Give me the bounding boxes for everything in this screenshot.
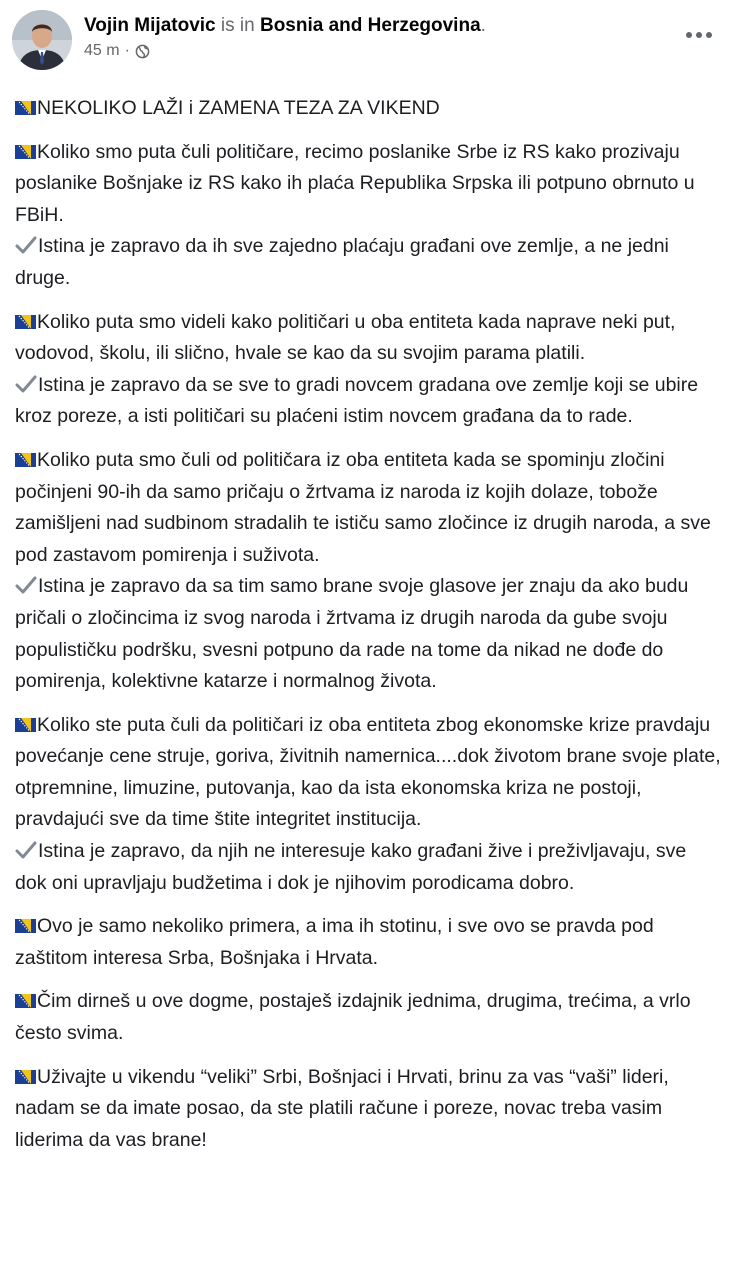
- paragraph-6-text: Čim dirneš u ove dogme, postaješ izdajnik jednima, drugima, trećima, a vrlo često svima.: [15, 990, 691, 1045]
- bosnia-flag-icon: [15, 453, 36, 467]
- avatar-image: [12, 10, 72, 70]
- post-header: [12, 10, 721, 74]
- bosnia-flag-icon: [15, 718, 36, 732]
- paragraph-2: [15, 307, 721, 433]
- paragraph-3-text: Koliko puta smo čuli od političara iz oba entiteta kada se spominju zločini počinjeni 90-ih da samo pričaju o žrtvama iz naroda iz kojih dolaze, tobože zamišljeni nad sudbinom stradalih te ističu samo zločince iz drugih naroda, a sve pod zastavom pomirenja i suživota.: [15, 448, 711, 566]
- check-mark-icon: [15, 841, 37, 859]
- bosnia-flag-icon: [15, 994, 36, 1008]
- author-line: [84, 13, 486, 39]
- avatar[interactable]: [12, 10, 72, 70]
- paragraph-1-truth: Istina je zapravo da ih sve zajedno plaćaju građani ove zemlje, a ne jedni druge.: [15, 235, 669, 289]
- paragraph-7-text: Uživajte u vikendu “veliki” Srbi, Bošnjaci i Hrvati, brinu za vas “vaši” lideri, nadam se da imate posao, da ste platili račune i poreze, novac treba vasim liderima da vas brane!: [15, 1065, 669, 1151]
- paragraph-2-truth: Istina je zapravo da se sve to gradi novcem gradana ove zemlje koji se ubire kroz poreze, a isti političari su plaćeni istim novcem građana da to rade.: [15, 373, 699, 428]
- paragraph-5-text: Ovo je samo nekoliko primera, a ima ih stotinu, i sve ovo se pravda pod zaštitom interesa Srba, Bošnjaka i Hrvata.: [15, 915, 654, 969]
- meta-separator: ·: [124, 42, 130, 59]
- post-timestamp[interactable]: 45 m: [84, 42, 120, 59]
- paragraph-5: [15, 911, 721, 974]
- bosnia-flag-icon: [15, 919, 36, 933]
- bosnia-flag-icon: [15, 101, 36, 115]
- check-mark-icon: [15, 375, 37, 393]
- paragraph-7: [15, 1062, 721, 1157]
- author-name[interactable]: Vojin Mijatovic: [84, 15, 216, 36]
- location-period: .: [480, 15, 486, 36]
- paragraph-6: [15, 986, 721, 1049]
- bosnia-flag-icon: [15, 1070, 36, 1084]
- is-in-text: is in: [220, 15, 255, 36]
- bosnia-flag-icon: [15, 315, 36, 329]
- paragraph-1-text: Koliko smo puta čuli političare, recimo poslanike Srbe iz RS kako prozivaju poslanike Bošnjake iz RS kako ih plaća Republika Srpska ili potpuno obrnuto u FBiH.: [15, 140, 695, 226]
- paragraph-3-truth: Istina je zapravo da sa tim samo brane svoje glasove jer znaju da ako budu pričali o zločincima iz svog naroda i žrtvama iz drugih naroda da gube svoju populističku podršku, svesni potpuno da rade na tome da nikad ne dođe do pomirenja, kolektivne katarze i normalnog života.: [15, 575, 689, 693]
- check-mark-icon: [15, 576, 37, 594]
- paragraph-3: [15, 445, 721, 698]
- paragraph-1: [15, 137, 721, 295]
- more-options-icon: [685, 31, 713, 39]
- paragraph-4-truth: Istina je zapravo, da njih ne interesuje kako građani žive i preživljavaju, sve dok oni upravljaju budžetima i dok je njihovim porodicama dobro.: [15, 840, 687, 894]
- post-title: NEKOLIKO LAŽI i ZAMENA TEZA ZA VIKEND: [37, 97, 440, 119]
- check-mark-icon: [15, 236, 37, 254]
- post-title-paragraph: [15, 93, 721, 125]
- globe-icon[interactable]: [135, 44, 150, 59]
- author-block: [84, 10, 486, 60]
- paragraph-2-text: Koliko puta smo videli kako političari u oba entiteta kada naprave neki put, vodovod, školu, ili slično, hvale se kao da su svojim parama platili.: [15, 310, 676, 365]
- post-meta: [84, 42, 486, 60]
- paragraph-4-text: Koliko ste puta čuli da političari iz oba entiteta zbog ekonomske krize pravdaju povećanje cene struje, goriva, živitnih namernica....dok životom brane svoje plate, otpremnine, limuzine, putovanja, kao da ista ekonomska kriza ne postoji, pravdajući sve da time štite integritet institucija.: [15, 713, 721, 831]
- post-body: [12, 93, 721, 1156]
- location-link[interactable]: Bosnia and Herzegovina: [259, 15, 481, 36]
- bosnia-flag-icon: [15, 145, 36, 159]
- paragraph-4: [15, 710, 721, 900]
- more-options-button[interactable]: [681, 20, 717, 50]
